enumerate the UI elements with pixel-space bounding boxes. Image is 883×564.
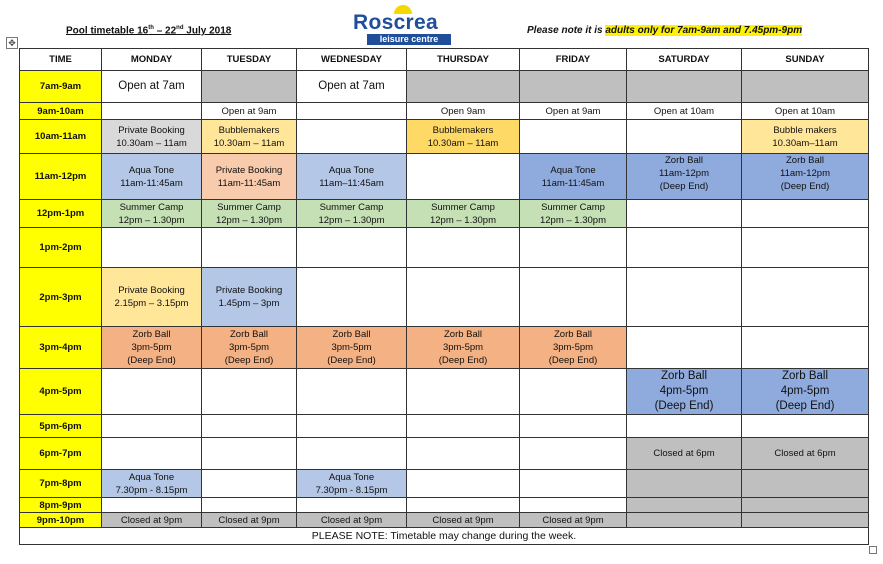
session-cell xyxy=(202,369,297,415)
session-cell: Zorb Ball 3pm-5pm (Deep End) xyxy=(520,327,627,369)
time-cell: 12pm-1pm xyxy=(20,200,102,228)
session-cell: Zorb Ball 4pm-5pm (Deep End) xyxy=(742,369,869,415)
session-cell xyxy=(627,228,742,268)
session-cell: Bubble makers 10.30am–11am xyxy=(742,120,869,154)
session-cell xyxy=(297,438,407,470)
session-cell: Open at 9am xyxy=(202,103,297,120)
session-cell xyxy=(297,268,407,327)
session-cell xyxy=(520,120,627,154)
session-cell xyxy=(627,415,742,438)
session-cell xyxy=(627,200,742,228)
session-cell xyxy=(297,120,407,154)
session-cell xyxy=(202,415,297,438)
session-cell: Zorb Ball 11am-12pm (Deep End) xyxy=(742,154,869,200)
session-cell: Zorb Ball 11am-12pm (Deep End) xyxy=(627,154,742,200)
header-row xyxy=(20,49,869,71)
time-cell: 5pm-6pm xyxy=(20,415,102,438)
session-cell: Private Booking 10.30am – 11am xyxy=(102,120,202,154)
session-cell: Zorb Ball 3pm-5pm (Deep End) xyxy=(102,327,202,369)
session-cell xyxy=(102,369,202,415)
col-header-wednesday: WEDNESDAY xyxy=(297,49,407,71)
session-cell xyxy=(202,228,297,268)
table-row xyxy=(20,327,869,369)
session-cell xyxy=(520,228,627,268)
session-cell: Summer Camp 12pm – 1.30pm xyxy=(407,200,520,228)
session-cell xyxy=(520,415,627,438)
pool-timetable xyxy=(19,48,869,545)
table-row xyxy=(20,498,869,513)
col-header-monday: MONDAY xyxy=(102,49,202,71)
session-cell: Aqua Tone 11am–11:45am xyxy=(297,154,407,200)
session-cell xyxy=(742,415,869,438)
session-cell xyxy=(297,369,407,415)
session-cell xyxy=(627,268,742,327)
roscrea-logo xyxy=(353,5,451,45)
session-cell xyxy=(520,470,627,498)
col-header-time: TIME xyxy=(20,49,102,71)
closed-cell xyxy=(627,498,742,513)
note-highlight: adults only for 7am-9am and 7.45pm-9pm xyxy=(605,25,803,36)
session-cell xyxy=(407,470,520,498)
session-cell xyxy=(520,438,627,470)
session-cell: Zorb Ball 3pm-5pm (Deep End) xyxy=(407,327,520,369)
session-cell xyxy=(742,200,869,228)
session-cell: Open at 7am xyxy=(102,71,202,103)
session-cell xyxy=(202,470,297,498)
col-header-friday: FRIDAY xyxy=(520,49,627,71)
session-cell xyxy=(627,120,742,154)
session-cell xyxy=(102,415,202,438)
closed-cell xyxy=(407,71,520,103)
footer-row xyxy=(20,528,869,545)
closed-cell xyxy=(742,71,869,103)
session-cell xyxy=(520,498,627,513)
session-cell: Open at 9am xyxy=(520,103,627,120)
session-cell xyxy=(407,415,520,438)
col-header-sunday: SUNDAY xyxy=(742,49,869,71)
table-row xyxy=(20,415,869,438)
session-cell xyxy=(297,498,407,513)
session-cell xyxy=(407,268,520,327)
col-header-tuesday: TUESDAY xyxy=(202,49,297,71)
session-cell: Private Booking 1.45pm – 3pm xyxy=(202,268,297,327)
session-cell xyxy=(297,415,407,438)
session-cell: Zorb Ball 4pm-5pm (Deep End) xyxy=(627,369,742,415)
session-cell: Open at 10am xyxy=(627,103,742,120)
time-cell: 2pm-3pm xyxy=(20,268,102,327)
session-cell: Open at 7am xyxy=(297,71,407,103)
time-cell: 9am-10am xyxy=(20,103,102,120)
table-row xyxy=(20,103,869,120)
time-cell: 1pm-2pm xyxy=(20,228,102,268)
session-cell: Private Booking 2.15pm – 3.15pm xyxy=(102,268,202,327)
col-header-saturday: SATURDAY xyxy=(627,49,742,71)
table-row xyxy=(20,228,869,268)
col-header-thursday: THURSDAY xyxy=(407,49,520,71)
session-cell xyxy=(102,438,202,470)
time-cell: 9pm-10pm xyxy=(20,513,102,528)
time-cell: 11am-12pm xyxy=(20,154,102,200)
session-cell xyxy=(520,268,627,327)
closed-cell xyxy=(627,470,742,498)
session-cell: Private Booking 11am-11:45am xyxy=(202,154,297,200)
time-cell: 10am-11am xyxy=(20,120,102,154)
page-title: Pool timetable 16th – 22nd July 2018 xyxy=(66,25,232,37)
logo-name: Roscrea xyxy=(353,11,438,34)
session-cell xyxy=(407,228,520,268)
session-cell: Closed at 6pm xyxy=(742,438,869,470)
session-cell xyxy=(742,268,869,327)
session-cell xyxy=(742,327,869,369)
session-cell xyxy=(407,369,520,415)
table-row xyxy=(20,369,869,415)
session-cell xyxy=(102,103,202,120)
closed-cell xyxy=(627,71,742,103)
session-cell xyxy=(407,498,520,513)
session-cell: Closed at 6pm xyxy=(627,438,742,470)
table-row xyxy=(20,200,869,228)
session-cell xyxy=(520,369,627,415)
session-cell xyxy=(202,498,297,513)
session-cell: Aqua Tone 7.30pm - 8.15pm xyxy=(102,470,202,498)
session-cell xyxy=(407,154,520,200)
time-cell: 3pm-4pm xyxy=(20,327,102,369)
session-cell: Closed at 9pm xyxy=(407,513,520,528)
session-cell: Bubblemakers 10.30am – 11am xyxy=(407,120,520,154)
closed-cell xyxy=(520,71,627,103)
session-cell xyxy=(407,438,520,470)
session-cell: Closed at 9pm xyxy=(202,513,297,528)
session-cell xyxy=(297,103,407,120)
table-row xyxy=(20,120,869,154)
time-cell: 6pm-7pm xyxy=(20,438,102,470)
time-cell: 7pm-8pm xyxy=(20,470,102,498)
session-cell xyxy=(627,327,742,369)
session-cell xyxy=(297,228,407,268)
table-resize-handle[interactable] xyxy=(869,546,877,554)
time-cell: 8pm-9pm xyxy=(20,498,102,513)
session-cell: Summer Camp 12pm – 1.30pm xyxy=(520,200,627,228)
session-cell: Open 9am xyxy=(407,103,520,120)
closed-cell xyxy=(742,470,869,498)
closed-cell xyxy=(627,513,742,528)
timetable-footer-note: PLEASE NOTE: Timetable may change during the week. xyxy=(20,528,869,545)
table-row xyxy=(20,268,869,327)
closed-cell xyxy=(742,498,869,513)
session-cell: Closed at 9pm xyxy=(102,513,202,528)
session-cell xyxy=(202,438,297,470)
table-row xyxy=(20,154,869,200)
time-cell: 7am-9am xyxy=(20,71,102,103)
session-cell: Closed at 9pm xyxy=(520,513,627,528)
closed-cell xyxy=(202,71,297,103)
table-row xyxy=(20,438,869,470)
session-cell: Bubblemakers 10.30am – 11am xyxy=(202,120,297,154)
session-cell xyxy=(102,228,202,268)
table-move-handle-icon[interactable]: ✥ xyxy=(6,37,18,49)
session-cell: Summer Camp 12pm – 1.30pm xyxy=(102,200,202,228)
session-cell xyxy=(102,498,202,513)
session-cell: Aqua Tone 11am-11:45am xyxy=(102,154,202,200)
time-cell: 4pm-5pm xyxy=(20,369,102,415)
session-cell: Closed at 9pm xyxy=(297,513,407,528)
table-row xyxy=(20,513,869,528)
session-cell: Summer Camp 12pm – 1.30pm xyxy=(202,200,297,228)
table-row xyxy=(20,71,869,103)
table-row xyxy=(20,470,869,498)
session-cell xyxy=(742,228,869,268)
logo-subtitle: leisure centre xyxy=(367,34,451,45)
session-cell: Summer Camp 12pm – 1.30pm xyxy=(297,200,407,228)
session-cell: Zorb Ball 3pm-5pm (Deep End) xyxy=(297,327,407,369)
session-cell: Open at 10am xyxy=(742,103,869,120)
adults-only-note: Please note it is adults only for 7am-9am and 7.45pm-9pm xyxy=(527,25,803,36)
session-cell: Aqua Tone 11am-11:45am xyxy=(520,154,627,200)
session-cell: Zorb Ball 3pm-5pm (Deep End) xyxy=(202,327,297,369)
session-cell: Aqua Tone 7.30pm - 8.15pm xyxy=(297,470,407,498)
closed-cell xyxy=(742,513,869,528)
